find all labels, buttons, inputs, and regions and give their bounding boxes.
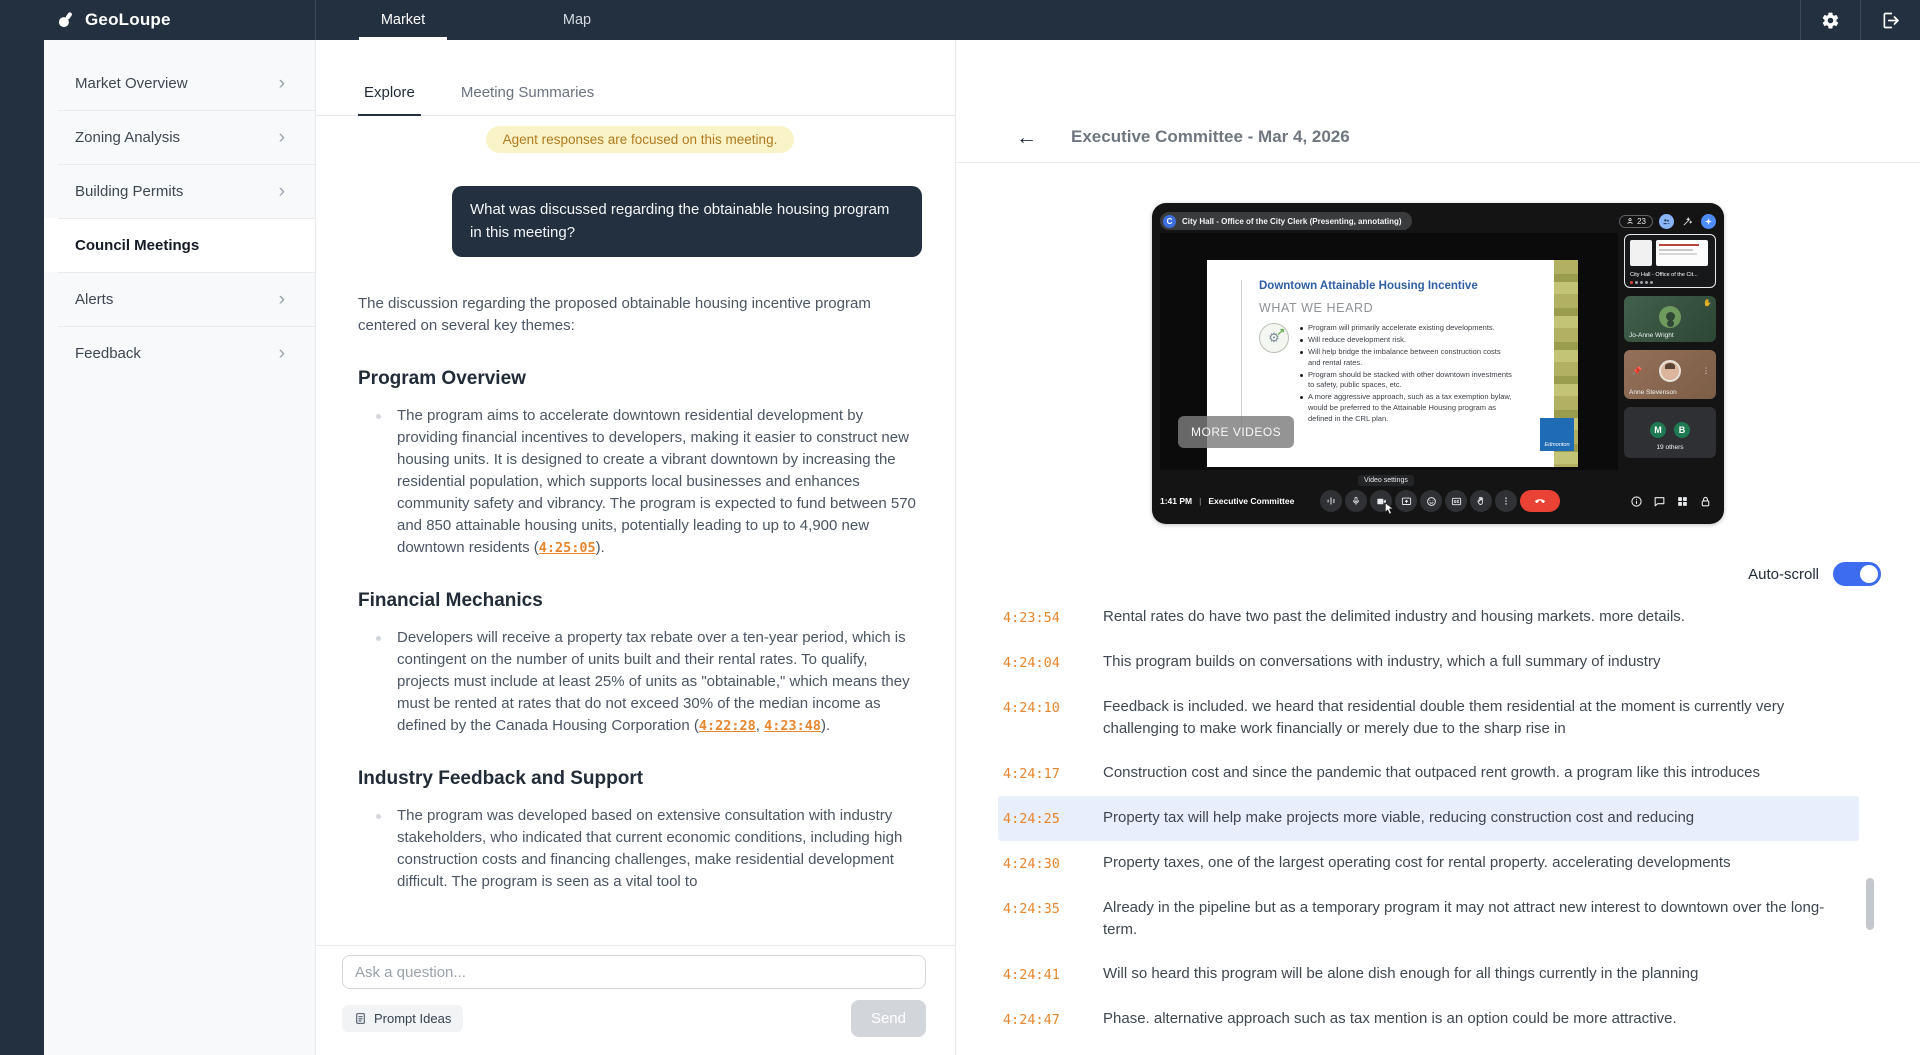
meeting-title: Executive Committee - Mar 4, 2026 (1071, 127, 1350, 146)
mini-slide-line (1659, 253, 1697, 255)
presenter-avatar: C (1163, 215, 1176, 228)
autoscroll-toggle[interactable] (1833, 562, 1881, 586)
meeting-status (1160, 496, 1320, 506)
gemini-icon (1701, 214, 1716, 229)
section-bullets (358, 627, 922, 737)
participant-count: 23 (1637, 216, 1646, 226)
gear-icon (1821, 11, 1840, 30)
gear-glyph: ⚙ (1268, 330, 1280, 345)
meeting-name: Executive Committee (1208, 496, 1295, 506)
chat-tabs (316, 40, 955, 116)
avatar-illustration (1659, 306, 1681, 328)
tab-meeting-summaries[interactable]: Meeting Summaries (460, 84, 595, 101)
mic-icon (1345, 490, 1367, 512)
mini-slide-title (1659, 244, 1699, 246)
grid-icon (1676, 495, 1689, 508)
slide-bullet: A more aggressive approach, such as a tax exemption bylaw, would be preferred to the Attainable Housing program as defined in the CRL plan. (1298, 392, 1513, 425)
transcript-text: Construction cost and since the pandemic that outpaced rent growth. a program like this introduces (1103, 764, 1761, 781)
section-heading-financial-mechanics: Financial Mechanics (358, 590, 543, 611)
transcript-row[interactable] (998, 685, 1859, 751)
chat-message-area[interactable] (316, 116, 955, 945)
emoji-reaction-icon (1420, 490, 1442, 512)
section-heading-industry-feedback: Industry Feedback and Support (358, 768, 644, 789)
bullet-suffix: ). (821, 717, 831, 734)
tile-label: Anne Stevenson (1629, 389, 1677, 396)
slide-subtitle: WHAT WE HEARD (1259, 301, 1374, 315)
slide-bullets (1298, 323, 1513, 426)
more-options-icon (1495, 490, 1517, 512)
transcript-row[interactable] (998, 886, 1859, 952)
left-rail (0, 40, 44, 1055)
prompt-ideas-button[interactable] (342, 1005, 463, 1032)
transcript-text: Already in the pipeline but as a temporary program it may not attract new interest to downtown over the long-term. (1103, 899, 1825, 938)
pin-icon: 📌 (1632, 366, 1642, 376)
mini-dot (1635, 281, 1638, 284)
transcript-row[interactable] (998, 952, 1859, 997)
transcript-timestamp[interactable]: 4:23:54 (1003, 610, 1060, 626)
sidebar-item-council-meetings[interactable] (44, 218, 315, 272)
app-title: GeoLoupe (85, 10, 171, 29)
bullet-item (358, 805, 922, 893)
send-button[interactable]: Send (851, 1000, 926, 1037)
record-dot (1630, 281, 1633, 284)
bullet-text: Developers will receive a property tax rebate over a ten-year period, which is contingent on the number of units built and their rental rates. To qualify, projects must include at least 25% of units as "obtainable," which means they must be rented at rates that do not exceed 30% of the median income as defined by the Canada Housing Corporation ( (397, 629, 910, 734)
end-call-button (1520, 490, 1560, 512)
slide-title: Downtown Attainable Housing Incentive (1259, 280, 1478, 292)
logout-icon (1880, 10, 1901, 31)
scrollbar-thumb[interactable] (1866, 878, 1874, 930)
overflow-avatars (1650, 422, 1690, 438)
video-stage (1160, 233, 1618, 470)
magic-wand-icon (1680, 214, 1695, 229)
bullet-text: The program aims to accelerate downtown residential development by providing financial incentives to developers, making it easier to construct new housing units. It is designed to create a vibrant downtown by increasing the residential population, which supports local businesses and enhances community safety and vibrancy. The program is expected to fund between 570 and 850 attainable housing units, potentially leading to up to 4,900 new downtown residents ( (397, 407, 916, 556)
transcript-timestamp[interactable]: 4:24:30 (1003, 856, 1060, 872)
top-tab-market[interactable]: Market (359, 0, 447, 40)
presenter-name: City Hall - Office of the City Clerk (Presenting, annotating) (1182, 216, 1402, 226)
participant-tile-anne (1624, 350, 1716, 399)
lock-icon (1699, 495, 1712, 508)
timestamp-link[interactable]: 4:25:05 (538, 540, 596, 556)
transcript-timestamp[interactable]: 4:24:10 (1003, 700, 1060, 716)
transcript-text: Rental rates do have two past the delimited industry and housing markets. more details. (1103, 608, 1685, 625)
raise-hand-icon (1470, 490, 1492, 512)
transcript-row[interactable] (998, 640, 1859, 685)
transcript-timestamp[interactable]: 4:24:41 (1003, 967, 1060, 983)
slide-bullet: Will reduce development risk. (1298, 335, 1513, 346)
presenter-pill (1160, 212, 1412, 230)
transcript-text: This program builds on conversations with industry, which a full summary of industry (1103, 653, 1661, 670)
sidebar-item-label: Building Permits (75, 182, 184, 200)
mini-dot (1640, 281, 1643, 284)
meet-right-icons (1630, 495, 1716, 508)
mini-panel (1630, 240, 1652, 266)
overflow-participants-tile (1624, 407, 1716, 458)
hand-raised-icon: ✋ (1703, 300, 1712, 307)
screen-share-tile (1624, 234, 1716, 288)
transcript-row[interactable] (998, 841, 1859, 886)
avatar: B (1674, 422, 1690, 438)
section-heading-program-overview: Program Overview (358, 368, 526, 389)
participant-tiles (1624, 233, 1716, 470)
info-icon (1630, 495, 1643, 508)
top-actions (1800, 0, 1920, 40)
section-bullets (358, 405, 922, 559)
prompt-ideas-label: Prompt Ideas (374, 1011, 452, 1026)
link-separator: , (755, 717, 765, 734)
participant-count-badge (1619, 215, 1653, 228)
transcript-list (998, 595, 1859, 1055)
slide-bullet: Program should be stacked with other downtown investments to safety, public spaces, etc. (1298, 370, 1513, 392)
sidebar-item-building-permits[interactable] (44, 164, 315, 218)
bullet-text: The program was developed based on extensive consultation with industry stakeholders, who indicated that current economic conditions, including high construction costs and financing challenges, make residential development difficult. The program is seen as a vital tool to (397, 807, 903, 890)
chat-icon (1653, 495, 1666, 508)
video-settings-tooltip: Video settings (1358, 475, 1414, 486)
transcript-row[interactable] (998, 997, 1859, 1042)
sidebar-item-label: Market Overview (75, 74, 188, 92)
chat-input-area (316, 945, 955, 1055)
ask-question-input[interactable] (342, 955, 926, 989)
transcript-timestamp[interactable]: 4:24:35 (1003, 901, 1060, 917)
avatar: M (1650, 422, 1666, 438)
transcript-row-active[interactable] (998, 796, 1859, 841)
top-nav (316, 0, 621, 40)
gears-growth-graphic (1259, 323, 1289, 353)
toggle-knob (1860, 565, 1878, 583)
transcript-text: Phase. alternative approach such as tax mention is an option could be more attractive. (1103, 1010, 1677, 1027)
chevron-right-icon: › (278, 288, 285, 310)
settings-button[interactable] (1801, 0, 1860, 40)
sidebar-item-market-overview[interactable] (44, 56, 315, 110)
logout-button[interactable] (1861, 0, 1920, 40)
tile-label: Jo-Anne Wright (1629, 332, 1674, 339)
captions-icon (1445, 490, 1467, 512)
mini-controls (1630, 281, 1653, 284)
video-top-icons (1619, 214, 1716, 229)
transcript-text: Property tax will help make projects more viable, reducing construction cost and reducing (1103, 809, 1695, 826)
chat-panel (316, 40, 956, 1055)
meet-control-bar (1160, 478, 1716, 524)
transcript-text: Feedback is included. we heard that residential double them residential at the moment is currently very challenging to make work financially or merely due to the sharp rise in (1103, 698, 1785, 737)
chevron-right-icon: › (278, 342, 285, 364)
timestamp-link[interactable]: 4:22:28 (698, 718, 756, 734)
transcript-text: Property taxes, one of the largest operating cost for rental property. accelerating developments (1103, 854, 1731, 871)
transcript-row[interactable] (998, 595, 1859, 640)
transcript-row[interactable] (998, 751, 1859, 796)
people-circle-icon (1659, 214, 1674, 229)
city-logo (1540, 418, 1574, 451)
sidebar-item-label: Zoning Analysis (75, 128, 181, 146)
response-intro: The discussion regarding the proposed obtainable housing incentive program centered on several key themes: (358, 295, 871, 334)
meeting-panel (956, 40, 1920, 1055)
participant-tile-jo-anne (1624, 296, 1716, 342)
tile-label: 19 others (1656, 444, 1684, 451)
timestamp-link[interactable]: 4:23:48 (764, 718, 822, 734)
meet-controls (1320, 477, 1560, 512)
meeting-header (956, 40, 1920, 163)
kebab-icon: ⋮ (1702, 366, 1710, 376)
transcript-timestamp[interactable]: 4:24:17 (1003, 766, 1060, 782)
separator: | (1199, 496, 1202, 506)
tile-label: City Hall - Office of the Cit... (1630, 272, 1698, 278)
avatar-photo (1659, 360, 1681, 382)
transcript-timestamp[interactable]: 4:24:25 (1003, 811, 1060, 827)
top-tab-map[interactable]: Map (562, 12, 592, 28)
sidebar (44, 40, 316, 1055)
meeting-clock: 1:41 PM (1160, 496, 1193, 506)
section-bullets (358, 805, 922, 893)
top-bar (0, 0, 1920, 40)
sidebar-item-feedback[interactable] (44, 326, 315, 380)
transcript-timestamp[interactable]: 4:24:47 (1003, 1012, 1060, 1028)
tab-explore[interactable]: Explore (358, 84, 421, 115)
city-logo-text: Edmonton (1544, 442, 1570, 448)
document-icon (354, 1011, 367, 1026)
present-screen-icon (1395, 490, 1417, 512)
transcript-timestamp[interactable]: 4:24:04 (1003, 655, 1060, 671)
back-button[interactable]: ← (1016, 126, 1037, 149)
bullet-suffix: ). (595, 539, 605, 556)
sidebar-item-label: Feedback (75, 344, 141, 362)
chevron-right-icon: › (278, 180, 285, 202)
user-question-bubble: What was discussed regarding the obtainable housing program in this meeting? (452, 186, 922, 257)
chevron-right-icon: › (278, 72, 285, 94)
autoscroll-row (956, 562, 1881, 586)
volume-icon (1320, 490, 1342, 512)
mini-dot (1650, 281, 1653, 284)
bullet-item (358, 405, 922, 559)
bottom-fade (316, 915, 955, 945)
meeting-video-player[interactable] (1152, 203, 1724, 524)
app-logo-loupe-icon (56, 10, 76, 30)
autoscroll-label: Auto-scroll (1748, 565, 1819, 583)
sidebar-item-zoning-analysis[interactable] (44, 110, 315, 164)
video-presenter-bar (1160, 211, 1716, 231)
mini-dot (1645, 281, 1648, 284)
slide-bullet: Program will primarily accelerate existing developments. (1298, 323, 1513, 334)
sidebar-item-label: Council Meetings (75, 236, 200, 254)
slide-bullet: Will help bridge the imbalance between construction costs and rental rates. (1298, 347, 1513, 369)
assistant-response (358, 293, 922, 893)
meeting-focus-notice: Agent responses are focused on this meeting. (486, 126, 795, 153)
bullet-item (358, 627, 922, 737)
transcript-text: Will so heard this program will be alone dish enough for all things currently in the planning (1103, 965, 1699, 982)
mouse-cursor (1384, 502, 1395, 515)
more-videos-button[interactable]: MORE VIDEOS (1178, 416, 1294, 448)
chevron-right-icon: › (278, 126, 285, 148)
growth-arrow: ↗ (1276, 327, 1285, 338)
sidebar-item-label: Alerts (75, 290, 114, 308)
app-brand (0, 0, 316, 40)
sidebar-item-alerts[interactable] (44, 272, 315, 326)
mini-slide-line (1659, 249, 1693, 251)
